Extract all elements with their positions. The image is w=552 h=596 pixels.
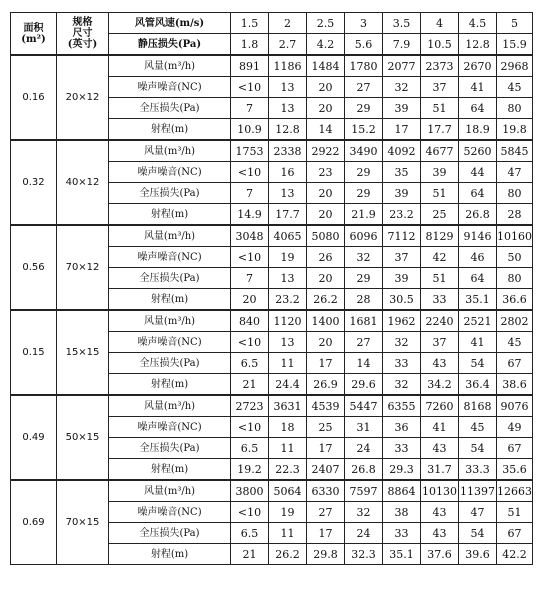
value-cell: 41 (421, 417, 459, 438)
value-cell: 39 (421, 162, 459, 183)
static-loss-cell: 2.7 (269, 34, 307, 56)
value-cell: 12663 (497, 480, 533, 502)
value-cell: 20 (307, 98, 345, 119)
value-cell: 32 (383, 77, 421, 98)
airflow-row (11, 225, 533, 247)
value-cell: 36.4 (459, 374, 497, 396)
speed-row-label: 风管风速(m/s) (109, 13, 231, 34)
static-loss-cell: 10.5 (421, 34, 459, 56)
value-cell: 6355 (383, 395, 421, 417)
value-cell: 37.6 (421, 544, 459, 565)
value-cell: 80 (497, 268, 533, 289)
value-cell: 17 (307, 353, 345, 374)
value-cell: 1753 (231, 140, 269, 162)
row-label: 全压损失(Pa) (109, 523, 231, 544)
spec-cell: 15×15 (57, 310, 109, 395)
value-cell: 2802 (497, 310, 533, 332)
value-cell: 67 (497, 438, 533, 459)
value-cell: 13 (269, 77, 307, 98)
static-loss-cell: 15.9 (497, 34, 533, 56)
value-cell: 46 (459, 247, 497, 268)
row-label: 噪声噪音(NC) (109, 502, 231, 523)
static-loss-cell: 1.8 (231, 34, 269, 56)
row-label: 噪声噪音(NC) (109, 332, 231, 353)
value-cell: 33 (383, 438, 421, 459)
speed-cell: 5 (497, 13, 533, 34)
value-cell: 33 (383, 523, 421, 544)
value-cell: 21 (231, 544, 269, 565)
value-cell: 45 (497, 332, 533, 353)
speed-cell: 3 (345, 13, 383, 34)
row-label: 射程(m) (109, 289, 231, 311)
value-cell: 25 (307, 417, 345, 438)
value-cell: 42.2 (497, 544, 533, 565)
spec-cell: 70×15 (57, 480, 109, 565)
value-cell: 8168 (459, 395, 497, 417)
row-label: 风量(m³/h) (109, 310, 231, 332)
value-cell: 32 (383, 332, 421, 353)
value-cell: 5845 (497, 140, 533, 162)
value-cell: 9076 (497, 395, 533, 417)
value-cell: 840 (231, 310, 269, 332)
value-cell: 36 (383, 417, 421, 438)
value-cell: 5447 (345, 395, 383, 417)
row-label: 风量(m³/h) (109, 395, 231, 417)
spec-cell: 70×12 (57, 225, 109, 310)
row-label: 全压损失(Pa) (109, 353, 231, 374)
value-cell: 26 (307, 247, 345, 268)
value-cell: 32.3 (345, 544, 383, 565)
value-cell: 45 (459, 417, 497, 438)
value-cell: 37 (383, 247, 421, 268)
value-cell: 21.9 (345, 204, 383, 226)
value-cell: 24 (345, 438, 383, 459)
value-cell: 29.3 (383, 459, 421, 481)
value-cell: 2240 (421, 310, 459, 332)
value-cell: 34.2 (421, 374, 459, 396)
static-loss-cell: 4.2 (307, 34, 345, 56)
value-cell: 43 (421, 353, 459, 374)
row-label: 噪声噪音(NC) (109, 162, 231, 183)
value-cell: 37 (421, 77, 459, 98)
value-cell: 39 (383, 183, 421, 204)
value-cell: 26.2 (269, 544, 307, 565)
value-cell: 44 (459, 162, 497, 183)
value-cell: 29.8 (307, 544, 345, 565)
area-cell: 0.56 (11, 225, 57, 310)
value-cell: 13 (269, 98, 307, 119)
value-cell: 42 (421, 247, 459, 268)
value-cell: 43 (421, 523, 459, 544)
value-cell: 17 (307, 438, 345, 459)
area-header (11, 13, 57, 56)
value-cell: 36.6 (497, 289, 533, 311)
row-label: 风量(m³/h) (109, 480, 231, 502)
value-cell: 2077 (383, 55, 421, 77)
value-cell: 2968 (497, 55, 533, 77)
static-loss-cell: 7.9 (383, 34, 421, 56)
value-cell: 29 (345, 183, 383, 204)
value-cell: 24.4 (269, 374, 307, 396)
value-cell: 67 (497, 353, 533, 374)
value-cell: 3048 (231, 225, 269, 247)
value-cell: 2373 (421, 55, 459, 77)
value-cell: 38.6 (497, 374, 533, 396)
row-label: 全压损失(Pa) (109, 268, 231, 289)
value-cell: 43 (421, 502, 459, 523)
value-cell: 14 (345, 353, 383, 374)
value-cell: 54 (459, 353, 497, 374)
value-cell: 80 (497, 98, 533, 119)
value-cell: 2670 (459, 55, 497, 77)
value-cell: 51 (421, 183, 459, 204)
row-label: 风量(m³/h) (109, 225, 231, 247)
value-cell: 28 (345, 289, 383, 311)
value-cell: 1780 (345, 55, 383, 77)
value-cell: 26.8 (459, 204, 497, 226)
row-label: 射程(m) (109, 119, 231, 141)
value-cell: 38 (383, 502, 421, 523)
value-cell: 26.2 (307, 289, 345, 311)
value-cell: 14 (307, 119, 345, 141)
value-cell: 7260 (421, 395, 459, 417)
value-cell: 3631 (269, 395, 307, 417)
value-cell: 54 (459, 523, 497, 544)
value-cell: 4092 (383, 140, 421, 162)
value-cell: 22.3 (269, 459, 307, 481)
value-cell: 4065 (269, 225, 307, 247)
table-body (11, 13, 533, 565)
value-cell: 29 (345, 98, 383, 119)
value-cell: 41 (459, 77, 497, 98)
value-cell: 1962 (383, 310, 421, 332)
airflow-row (11, 310, 533, 332)
value-cell: 35 (383, 162, 421, 183)
value-cell: 2407 (307, 459, 345, 481)
airflow-row (11, 55, 533, 77)
value-cell: 23.2 (383, 204, 421, 226)
value-cell: 26.8 (345, 459, 383, 481)
speed-cell: 3.5 (383, 13, 421, 34)
value-cell: 10.9 (231, 119, 269, 141)
value-cell: 64 (459, 98, 497, 119)
value-cell: 15.2 (345, 119, 383, 141)
speed-cell: 2.5 (307, 13, 345, 34)
value-cell: 1120 (269, 310, 307, 332)
value-cell: 1186 (269, 55, 307, 77)
value-cell: 11 (269, 438, 307, 459)
value-cell: 19 (269, 502, 307, 523)
value-cell: 13 (269, 183, 307, 204)
value-cell: <10 (231, 332, 269, 353)
value-cell: 35.6 (497, 459, 533, 481)
value-cell: 51 (421, 268, 459, 289)
value-cell: 49 (497, 417, 533, 438)
value-cell: 31 (345, 417, 383, 438)
value-cell: 19.8 (497, 119, 533, 141)
airflow-row (11, 395, 533, 417)
value-cell: 1484 (307, 55, 345, 77)
value-cell: 2723 (231, 395, 269, 417)
value-cell: 11397 (459, 480, 497, 502)
static-loss-row-label: 静压损失(Pa) (109, 34, 231, 56)
performance-table (10, 12, 533, 565)
value-cell: 8129 (421, 225, 459, 247)
value-cell: 4677 (421, 140, 459, 162)
value-cell: <10 (231, 502, 269, 523)
static-loss-cell: 5.6 (345, 34, 383, 56)
value-cell: 25 (421, 204, 459, 226)
value-cell: 5064 (269, 480, 307, 502)
value-cell: 11 (269, 523, 307, 544)
value-cell: 20 (307, 332, 345, 353)
row-label: 全压损失(Pa) (109, 183, 231, 204)
value-cell: 41 (459, 332, 497, 353)
value-cell: 54 (459, 438, 497, 459)
value-cell: 33 (421, 289, 459, 311)
value-cell: 13 (269, 268, 307, 289)
value-cell: 7597 (345, 480, 383, 502)
value-cell: 17 (307, 523, 345, 544)
row-label: 风量(m³/h) (109, 55, 231, 77)
value-cell: 17.7 (269, 204, 307, 226)
value-cell: 29.6 (345, 374, 383, 396)
speed-cell: 4.5 (459, 13, 497, 34)
area-cell: 0.69 (11, 480, 57, 565)
value-cell: 23.2 (269, 289, 307, 311)
value-cell: 6.5 (231, 523, 269, 544)
value-cell: 18.9 (459, 119, 497, 141)
value-cell: 47 (459, 502, 497, 523)
value-cell: 24 (345, 523, 383, 544)
value-cell: 1681 (345, 310, 383, 332)
value-cell: 37 (421, 332, 459, 353)
value-cell: 28 (497, 204, 533, 226)
value-cell: 64 (459, 183, 497, 204)
value-cell: 17 (383, 119, 421, 141)
area-cell: 0.49 (11, 395, 57, 480)
speed-cell: 2 (269, 13, 307, 34)
value-cell: 32 (345, 502, 383, 523)
value-cell: 51 (421, 98, 459, 119)
value-cell: 39 (383, 268, 421, 289)
row-label: 全压损失(Pa) (109, 98, 231, 119)
area-cell: 0.15 (11, 310, 57, 395)
value-cell: 7 (231, 268, 269, 289)
area-cell: 0.32 (11, 140, 57, 225)
value-cell: 19.2 (231, 459, 269, 481)
value-cell: 80 (497, 183, 533, 204)
spec-header-label: 规格 尺寸 (英寸) (67, 17, 98, 50)
speed-cell: 1.5 (231, 13, 269, 34)
value-cell: 2338 (269, 140, 307, 162)
value-cell: 33.3 (459, 459, 497, 481)
value-cell: 27 (307, 502, 345, 523)
value-cell: 35.1 (383, 544, 421, 565)
value-cell: 21 (231, 374, 269, 396)
value-cell: 27 (345, 332, 383, 353)
value-cell: 32 (383, 374, 421, 396)
value-cell: <10 (231, 417, 269, 438)
row-label: 噪声噪音(NC) (109, 247, 231, 268)
value-cell: 891 (231, 55, 269, 77)
value-cell: 3490 (345, 140, 383, 162)
spec-cell: 50×15 (57, 395, 109, 480)
value-cell: 35.1 (459, 289, 497, 311)
value-cell: 23 (307, 162, 345, 183)
row-label: 射程(m) (109, 204, 231, 226)
value-cell: 7 (231, 183, 269, 204)
value-cell: 51 (497, 502, 533, 523)
value-cell: 6.5 (231, 438, 269, 459)
value-cell: <10 (231, 162, 269, 183)
value-cell: 33 (383, 353, 421, 374)
value-cell: 12.8 (269, 119, 307, 141)
performance-table-container (10, 12, 533, 565)
value-cell: 6096 (345, 225, 383, 247)
value-cell: 2521 (459, 310, 497, 332)
value-cell: 45 (497, 77, 533, 98)
area-header-label: 面积 (m²) (21, 22, 46, 45)
value-cell: 31.7 (421, 459, 459, 481)
value-cell: 6.5 (231, 353, 269, 374)
value-cell: 29 (345, 162, 383, 183)
value-cell: 20 (307, 268, 345, 289)
value-cell: 9146 (459, 225, 497, 247)
value-cell: 4539 (307, 395, 345, 417)
value-cell: 10160 (497, 225, 533, 247)
spec-cell: 20×12 (57, 55, 109, 140)
airflow-row (11, 480, 533, 502)
value-cell: 14.9 (231, 204, 269, 226)
airflow-row (11, 140, 533, 162)
static-loss-cell: 12.8 (459, 34, 497, 56)
value-cell: 67 (497, 523, 533, 544)
value-cell: 26.9 (307, 374, 345, 396)
value-cell: 32 (345, 247, 383, 268)
value-cell: 20 (231, 289, 269, 311)
value-cell: 5260 (459, 140, 497, 162)
value-cell: 11 (269, 353, 307, 374)
value-cell: 7112 (383, 225, 421, 247)
value-cell: <10 (231, 247, 269, 268)
value-cell: 43 (421, 438, 459, 459)
value-cell: 8864 (383, 480, 421, 502)
value-cell: 16 (269, 162, 307, 183)
area-cell: 0.16 (11, 55, 57, 140)
value-cell: 39 (383, 98, 421, 119)
value-cell: 19 (269, 247, 307, 268)
row-label: 射程(m) (109, 374, 231, 396)
value-cell: 5080 (307, 225, 345, 247)
header-row-speed (11, 13, 533, 34)
row-label: 全压损失(Pa) (109, 438, 231, 459)
value-cell: 30.5 (383, 289, 421, 311)
value-cell: 27 (345, 77, 383, 98)
value-cell: 29 (345, 268, 383, 289)
row-label: 噪声噪音(NC) (109, 417, 231, 438)
value-cell: 3800 (231, 480, 269, 502)
value-cell: 10130 (421, 480, 459, 502)
value-cell: 64 (459, 268, 497, 289)
value-cell: 47 (497, 162, 533, 183)
spec-header (57, 13, 109, 56)
value-cell: 20 (307, 77, 345, 98)
row-label: 射程(m) (109, 459, 231, 481)
row-label: 射程(m) (109, 544, 231, 565)
speed-cell: 4 (421, 13, 459, 34)
value-cell: 13 (269, 332, 307, 353)
spec-cell: 40×12 (57, 140, 109, 225)
value-cell: 20 (307, 204, 345, 226)
value-cell: 50 (497, 247, 533, 268)
value-cell: 6330 (307, 480, 345, 502)
value-cell: 39.6 (459, 544, 497, 565)
row-label: 风量(m³/h) (109, 140, 231, 162)
row-label: 噪声噪音(NC) (109, 77, 231, 98)
value-cell: 20 (307, 183, 345, 204)
value-cell: 17.7 (421, 119, 459, 141)
value-cell: <10 (231, 77, 269, 98)
value-cell: 1400 (307, 310, 345, 332)
value-cell: 18 (269, 417, 307, 438)
value-cell: 7 (231, 98, 269, 119)
value-cell: 2922 (307, 140, 345, 162)
